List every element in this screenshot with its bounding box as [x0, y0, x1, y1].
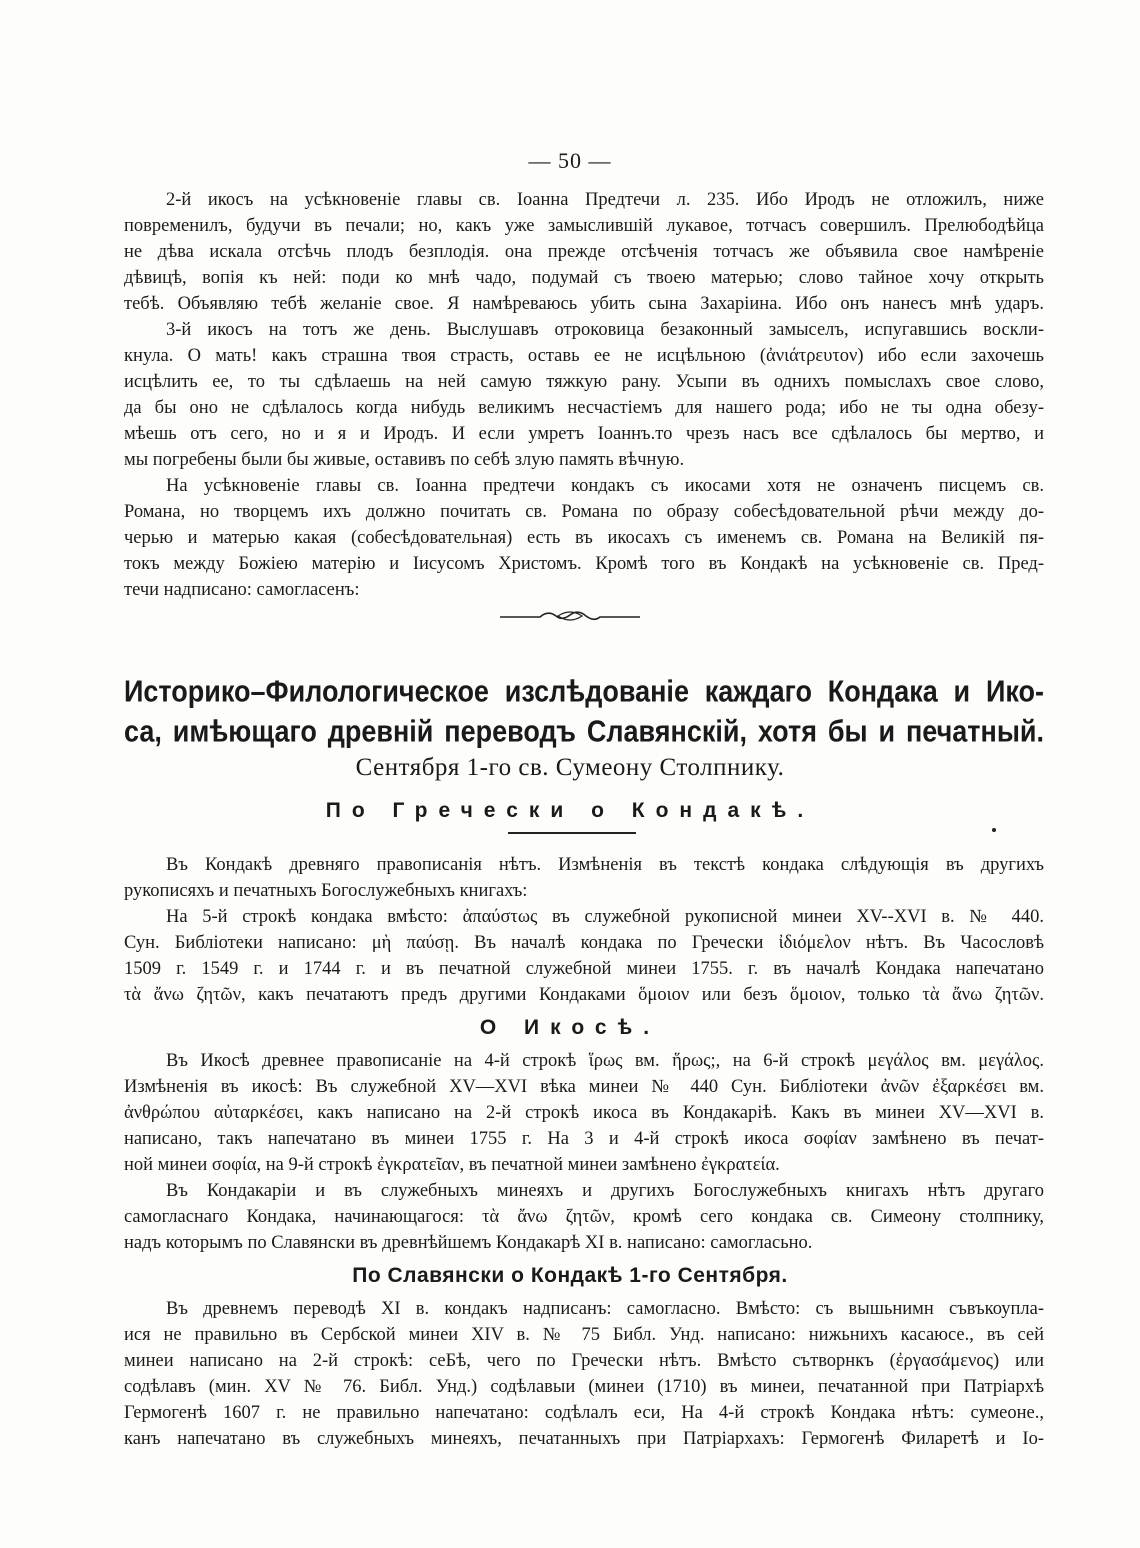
text-line: 2-й икосъ на усѣкновеніе главы св. Іоанна Предтечи л. 235. Ибо Иродъ не отложилъ, ниже [166, 190, 1044, 210]
text-line: да бы оно не сдѣлалось когда нибудь великимъ несчастіемъ для нашего рода; ибо не ты одна обезу- [124, 398, 1044, 418]
text-line: Сун. Библіотеки написано: μὴ παύσῃ. Въ началѣ кондака по Гречески ἰδιόμελον нѣтъ. Въ Часословѣ [124, 933, 1044, 953]
text-line: канъ напечатано въ служебныхъ минеяхъ, печатанныхъ при Патріархахъ: Гермогенѣ Филаретѣ и Іо- [124, 1429, 1044, 1449]
text-line: тебѣ. Объявляю тебѣ желаніе свое. Я намѣреваюсь убить сына Захаріина. Ибо онъ нанесъ мнѣ ударъ. [124, 294, 1044, 314]
page-number: — 50 — [528, 148, 612, 173]
text-line: исцѣлить ее, то ты сдѣлаешь на ней самую тяжкую рану. Усыпи въ однихъ помыслахъ свое слово, [124, 372, 1044, 392]
text-line: 3-й икосъ на тотъ же день. Выслушавъ отроковица безаконный замыселъ, испугавшись воскли- [166, 320, 1044, 340]
section-heading-greek-kondak: По Гречески о Кондакѣ. [325, 799, 815, 822]
heading-rule [508, 832, 636, 834]
text-line: минеи написано на 2-й строкѣ: сеБѣ, чего по Гречески нѣтъ. Вмѣсто сътворнкъ (ἐργασάμενος) или [124, 1351, 1044, 1371]
intro-text [124, 187, 1044, 603]
text-line: ной минеи σοφία, на 9-й строкѣ ἐγκρατεῖαν, въ печатной минеи замѣнено ἐγκρατεία. [124, 1155, 780, 1175]
text-line: Въ Кондакѣ древняго правописанія нѣтъ. Измѣненія въ текстѣ кондака слѣдующія въ другихъ [166, 855, 1044, 875]
text-line: ися не правильно въ Сербской минеи XIV в. № 75 Библ. Унд. написано: нижьнихъ касаюсе., въ сей [124, 1325, 1044, 1345]
text-line: Романа, но творцемъ ихъ должно почитать св. Романа по образу собесѣдовательной рѣчи между до- [124, 502, 1044, 522]
text-line: течи надписано: самогласенъ: [124, 580, 360, 600]
text-line: не дѣва искала отсѣчь плодъ безплодія. она прежде отсѣченія тотчасъ же объявила свое намѣреніе [124, 242, 1044, 262]
text-line: Въ Кондакаріи и въ служебныхъ минеяхъ и другихъ Богослужебныхъ книгахъ нѣтъ другаго [166, 1181, 1044, 1201]
text-line: токъ между Божіею матерію и Іисусомъ Христомъ. Кромѣ того въ Кондакѣ на усѣкновеніе св. Пред- [124, 554, 1044, 574]
main-title-line-1: Историко–Филологическое изслѣдованіе каждаго Кондака и Ико- [124, 674, 1044, 709]
ornament-divider [500, 606, 640, 626]
text-line: рукописяхъ и печатныхъ Богослужебныхъ книгахъ: [124, 881, 528, 901]
greek-ikos-text [124, 1048, 1044, 1256]
text-line: содѣлавъ (мин. XV № 76. Библ. Унд.) содѣлавыи (минеи (1710) въ минеи, печатанной при Патріархѣ [124, 1377, 1044, 1397]
text-line: Въ древнемъ переводѣ XI в. кондакъ надписанъ: самогласно. Вмѣсто: съ вышьнимн съвъкоупла- [166, 1299, 1044, 1319]
ink-dot [992, 828, 996, 832]
subtitle: Сентября 1-го св. Сумеону Столпнику. [355, 754, 785, 781]
main-title-line-2: са, имѣющаго древній переводъ Славянскій, хотя бы и печатный. [124, 714, 1044, 749]
text-line: τὰ ἄνω ζητῶν, какъ печатаютъ предъ другими Кондаками ὅμοιον или безъ ὅμοιον, только τὰ ἄνω ζητῶν. [124, 985, 1044, 1005]
text-line: самогласнаго Кондака, начинающагося: τὰ ἄνω ζητῶν, кромѣ сего кондака св. Симеону столпнику, [124, 1207, 1044, 1227]
slavonic-text [124, 1296, 1044, 1452]
text-line: мы погребены были бы живые, оставивъ по себѣ злую память вѣчную. [124, 450, 685, 470]
text-line: написано, такъ напечатано въ минеи 1755 г. На 3 и 4-й строкѣ икоса σοφίαν замѣнено въ печат- [124, 1129, 1044, 1149]
text-line: мѣешь отъ сего, но и я и Иродъ. И если умретъ Іоаннъ.то чрезъ насъ все сдѣлалось бы мертво, и [124, 424, 1044, 444]
text-line: черью и матерью какая (собесѣдовательная) есть въ икосахъ съ именемъ св. Романа на Великій пя- [124, 528, 1044, 548]
text-line: ἀνθρώπου αὐταρκέσει, какъ написано на 2-й строкѣ икоса въ Кондакаріѣ. Какъ въ минеи XV—XVI в. [124, 1103, 1044, 1123]
text-line: На усѣкновеніе главы св. Іоанна предтечи кондакъ съ икосами хотя не означенъ писцемъ св. [166, 476, 1044, 496]
text-line: повременилъ, будучи въ печали; но, какъ уже замыслившій лукавое, тотчасъ совершилъ. Прелюбодѣйца [124, 216, 1044, 236]
greek-kondak-text [124, 852, 1044, 1008]
section-heading-slavonic: По Славянски о Кондакѣ 1-го Сентября. [352, 1264, 788, 1287]
text-line: надъ которымъ по Славянски въ древнѣйшемъ Кондакарѣ XI в. написано: самогласьно. [124, 1233, 813, 1253]
text-line: Въ Икосѣ древнее правописаніе на 4-й строкѣ ἵρως вм. ἥρως;, на 6-й строкѣ μεγάλος вм. μεγάλος. [166, 1051, 1044, 1071]
text-line: дѣвицѣ, вопія къ ней: поди ко мнѣ чадо, подумай съ твоею матерью; слово тайное хочу открыть [124, 268, 1044, 288]
text-line: кнула. О мать! какъ страшна твоя страсть, оставь ее не исцѣльною (ἀνιάτρευτον) ибо если захочешь [124, 346, 1044, 366]
text-line: 1509 г. 1549 г. и 1744 г. и въ печатной служебной минеи 1755. г. въ началѣ Кондака напечатано [124, 959, 1044, 979]
text-line: Измѣненія въ икосѣ: Въ служебной XV—XVI вѣка минеи № 440 Сун. Библіотеки ἀνῶν ἐξαρκέσει вм. [124, 1077, 1044, 1097]
text-line: На 5-й строкѣ кондака вмѣсто: ἀπαύστως въ служебной рукописной минеи XV--XVI в. № 440. [166, 907, 1044, 927]
text-line: Гермогенѣ 1607 г. не правильно напечатано: содѣлалъ еси, На 4-й строкѣ Кондака нѣтъ: сумеоне., [124, 1403, 1044, 1423]
section-heading-greek-ikos: О Икосѣ. [479, 1016, 661, 1039]
